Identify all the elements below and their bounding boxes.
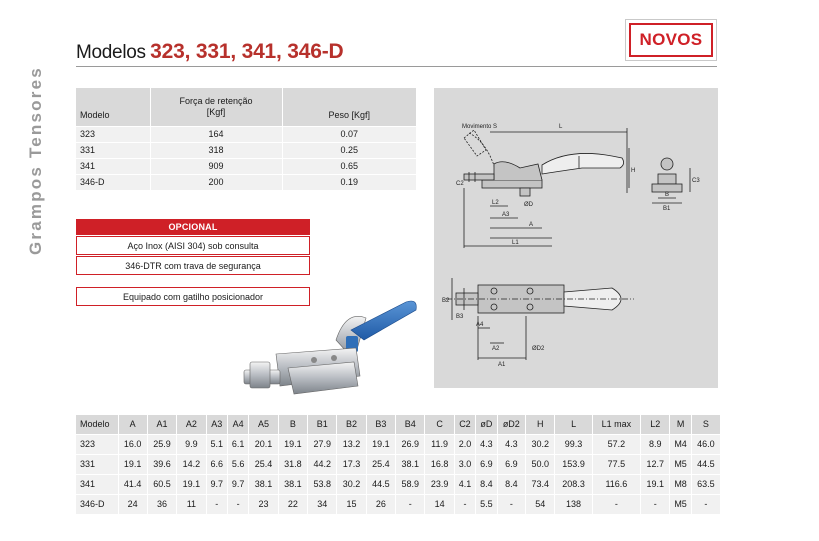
dim-cell: 20.1 [249,434,278,454]
dim-cell: 6.9 [476,454,497,474]
dim-cell: 5.5 [476,494,497,514]
dim-cell: 16.8 [425,454,454,474]
drawing-label-s: Movimento S [462,124,498,130]
dim-cell: 50.0 [526,454,555,474]
title-models: 323, 331, 341, 346-D [150,40,344,63]
title-divider [76,66,717,67]
dim-cell: 3.0 [454,454,475,474]
drawing-label-c2: C2 [456,181,464,187]
dim-cell: M4 [670,434,691,454]
technical-drawing-panel [434,88,718,388]
dim-header: L [555,415,592,434]
dim-cell: 19.1 [278,434,307,454]
drawing-label-a1: A1 [498,362,506,368]
drawing-label-l: L [559,124,563,130]
dim-cell: 23 [249,494,278,514]
drawing-label-a3: A3 [502,212,510,218]
cell-force: 909 [150,158,282,174]
dim-cell: 44.5 [366,474,395,494]
dim-header: S [691,415,720,434]
cell-weight: 0.19 [282,174,416,190]
dim-cell: 22 [278,494,307,514]
force-header-weight: Peso [Kgf] [282,88,416,126]
product-photo [236,290,426,402]
dim-cell: 138 [555,494,592,514]
table-row [76,158,416,174]
dim-cell: 38.1 [249,474,278,494]
dim-cell: - [641,494,670,514]
force-header-force-line1: Força de retenção [179,95,253,106]
dim-cell: 19.1 [641,474,670,494]
force-header-force-line2: [Kgf] [206,106,226,117]
dim-cell: 25.4 [366,454,395,474]
table-row [76,142,416,158]
drawing-label-d: ØD [524,202,533,208]
dim-cell: 19.1 [177,474,206,494]
dim-cell: 54 [526,494,555,514]
dim-cell: 73.4 [526,474,555,494]
cell-weight: 0.65 [282,158,416,174]
dim-cell: 208.3 [555,474,592,494]
technical-drawing [434,88,718,388]
dim-cell: - [206,494,227,514]
dim-cell: - [592,494,640,514]
dim-cell: - [691,494,720,514]
title-lead: Modelos [76,42,146,63]
dim-header: A4 [227,415,248,434]
dim-header: B4 [396,415,425,434]
dim-cell: 12.7 [641,454,670,474]
drawing-label-c3: C3 [692,178,700,184]
drawing-label-d2: ØD2 [532,346,545,352]
dim-cell: 77.5 [592,454,640,474]
dim-cell: 57.2 [592,434,640,454]
dim-header: A2 [177,415,206,434]
dim-header: B [278,415,307,434]
dim-cell: 58.9 [396,474,425,494]
dim-header: B2 [337,415,366,434]
optional-item-trigger: Equipado com gatilho posicionador [76,287,310,306]
drawing-label-b2: B2 [442,298,450,304]
dim-cell: 9.7 [227,474,248,494]
dim-cell: 11.9 [425,434,454,454]
dim-header: A1 [147,415,176,434]
dim-cell: 346-D [76,494,118,514]
dim-cell: 30.2 [337,474,366,494]
dim-cell: 24 [118,494,147,514]
table-row [76,126,416,142]
force-table-header [76,88,416,126]
dim-cell: 6.6 [206,454,227,474]
drawing-label-l2: L2 [492,200,499,206]
dim-cell: 4.3 [476,434,497,454]
dim-cell: 5.1 [206,434,227,454]
dim-cell: - [396,494,425,514]
dim-cell: 63.5 [691,474,720,494]
table-row [76,474,720,494]
dim-cell: - [227,494,248,514]
dim-cell: 8.4 [497,474,526,494]
dim-header: Modelo [76,415,118,434]
force-table [76,88,416,190]
cell-model: 341 [76,158,150,174]
dim-cell: 14.2 [177,454,206,474]
dim-cell: 5.6 [227,454,248,474]
dim-header: L2 [641,415,670,434]
dim-cell: 46.0 [691,434,720,454]
cell-model: 331 [76,142,150,158]
drawing-label-b: B [665,192,670,198]
dim-cell: 53.8 [308,474,337,494]
dim-header: øD [476,415,497,434]
dim-cell: 331 [76,454,118,474]
dim-cell: 23.9 [425,474,454,494]
dim-cell: 25.9 [147,434,176,454]
dim-cell: 44.2 [308,454,337,474]
drawing-label-l1: L1 [512,240,519,246]
dim-cell: 25.4 [249,454,278,474]
dim-cell: 16.0 [118,434,147,454]
dim-cell: 44.5 [691,454,720,474]
cell-weight: 0.07 [282,126,416,142]
cell-model: 346-D [76,174,150,190]
dim-cell: 2.0 [454,434,475,454]
dim-header: C [425,415,454,434]
dim-cell: 27.9 [308,434,337,454]
dim-cell: 116.6 [592,474,640,494]
dim-cell: 31.8 [278,454,307,474]
dim-header: C2 [454,415,475,434]
dim-cell: 39.6 [147,454,176,474]
dim-header: øD2 [497,415,526,434]
dim-cell: 11 [177,494,206,514]
drawing-label-a2: A2 [492,346,500,352]
drawing-label-b1: B1 [663,206,671,212]
dim-cell: 323 [76,434,118,454]
dim-cell: 34 [308,494,337,514]
table-row [76,454,720,474]
dim-cell: 15 [337,494,366,514]
dim-cell: 4.1 [454,474,475,494]
dim-cell: 19.1 [366,434,395,454]
table-row [76,494,720,514]
dim-header: B1 [308,415,337,434]
dim-cell: - [497,494,526,514]
optional-item-stainless: Aço Inox (AISI 304) sob consulta [76,236,310,255]
dim-cell: 30.2 [526,434,555,454]
force-header-force [150,88,282,126]
cell-force: 200 [150,174,282,190]
cell-force: 164 [150,126,282,142]
dim-cell: 14 [425,494,454,514]
dim-header: B3 [366,415,395,434]
page-title [76,40,344,64]
dim-cell: - [454,494,475,514]
cell-model: 323 [76,126,150,142]
dim-header: A5 [249,415,278,434]
dim-cell: 19.1 [118,454,147,474]
dim-header: L1 max [592,415,640,434]
cell-force: 318 [150,142,282,158]
dim-cell: 13.2 [337,434,366,454]
dim-cell: 38.1 [396,454,425,474]
dim-cell: 41.4 [118,474,147,494]
dim-cell: 26.9 [396,434,425,454]
dim-cell: 99.3 [555,434,592,454]
dim-cell: 6.1 [227,434,248,454]
dim-cell: 38.1 [278,474,307,494]
dim-cell: 153.9 [555,454,592,474]
table-row [76,174,416,190]
dim-cell: 341 [76,474,118,494]
dim-cell: 26 [366,494,395,514]
dim-cell: 17.3 [337,454,366,474]
dim-cell: 36 [147,494,176,514]
optional-item-lock: 346-DTR com trava de segurança [76,256,310,275]
dim-cell: 60.5 [147,474,176,494]
optional-heading: OPCIONAL [76,219,310,235]
dim-cell: M5 [670,454,691,474]
side-category-label: Grampos Tensores [26,66,45,255]
dim-cell: 8.4 [476,474,497,494]
drawing-label-a4: A4 [476,322,484,328]
dim-table-header [76,415,720,434]
dimension-table [76,415,720,514]
dim-header: A3 [206,415,227,434]
drawing-label-b3: B3 [456,314,464,320]
novos-badge-text: NOVOS [629,23,713,57]
dim-header: M [670,415,691,434]
drawing-label-a: A [529,222,534,228]
dim-header: A [118,415,147,434]
dim-cell: M5 [670,494,691,514]
cell-weight: 0.25 [282,142,416,158]
dim-header: H [526,415,555,434]
dim-cell: 9.7 [206,474,227,494]
table-row [76,434,720,454]
clamp-illustration [236,290,426,402]
dim-cell: 8.9 [641,434,670,454]
dim-cell: M8 [670,474,691,494]
dim-cell: 6.9 [497,454,526,474]
drawing-label-h: H [631,168,636,174]
dim-cell: 9.9 [177,434,206,454]
dim-cell: 4.3 [497,434,526,454]
force-header-model: Modelo [76,88,150,126]
novos-badge [625,19,717,61]
